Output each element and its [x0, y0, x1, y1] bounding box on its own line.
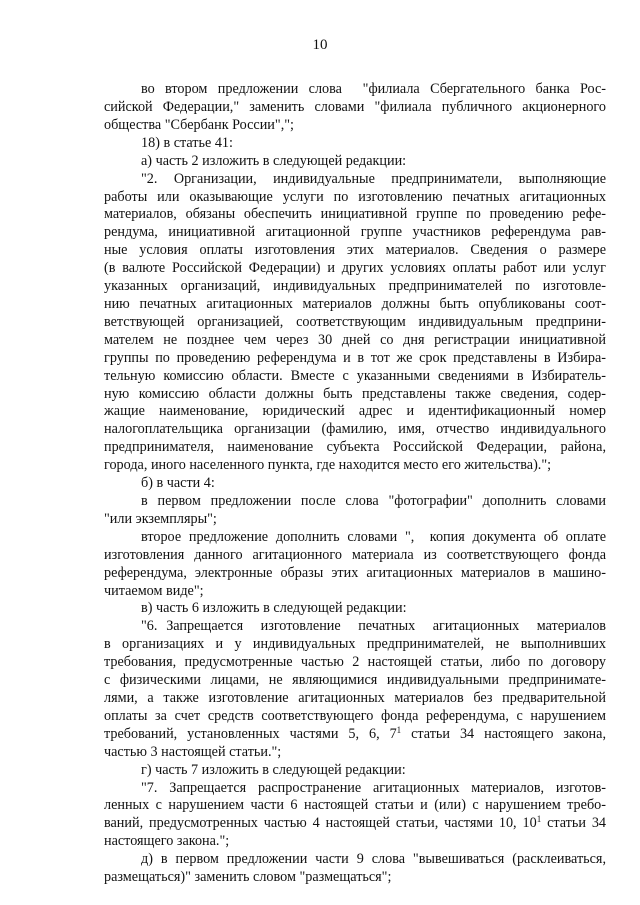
text-line: частью 3 настоящей статьи.";: [104, 743, 282, 760]
text-fragment: статьи 34: [541, 815, 607, 832]
superscript: 1: [396, 724, 402, 735]
text-fragment: статьи 34 настоящего закона,: [401, 725, 606, 742]
text-line: в) часть 6 изложить в следующей редакции:: [141, 600, 407, 617]
text-line: с физическими лицами, не являющимися индивидуальными предпринимате-: [104, 672, 606, 688]
text-line: нию печатных агитационных материалов должны быть опубликованы соот-: [104, 295, 606, 312]
text-line: "или экземпляры";: [104, 510, 217, 527]
text-line: размещаться)" заменить словом "размещаться";: [104, 869, 392, 885]
text-line: ную комиссию области должны быть представлены также сведения, содер-: [104, 385, 606, 402]
text-line: работы или оказывающие услуги по изготовлению печатных агитационных: [104, 188, 606, 205]
text-line: в первом предложении после слова "фотографии" дополнить словами: [141, 492, 606, 509]
text-line: указанных организаций, индивидуальных предпринимателей по изготовле-: [104, 278, 606, 294]
text-line: 18) в статье 41:: [141, 134, 233, 151]
text-line: ветствующей организацией, соответствующим индивидуальным предприни-: [104, 313, 606, 330]
text-line: в организациях и у индивидуальных предпринимателей, не выполнивших: [104, 636, 606, 653]
text-line: б) в части 4:: [141, 475, 215, 491]
text-line: требования, предусмотренные частью 2 настоящей статьи, либо по договору: [104, 654, 606, 671]
text-fragment: требований, установленных частями 5, 6, 7: [104, 725, 397, 742]
text-line: (в валюте Российской Федерации) и других условиях оплаты работ или услуг: [104, 260, 606, 277]
text-line: группы по проведению референдума и в тот же срок представлены в Избира-: [104, 349, 606, 366]
text-line: жащие наименование, юридический адрес и идентификационный номер: [104, 403, 606, 420]
page-number: 10: [312, 37, 328, 53]
text-line: настоящего закона.";: [104, 833, 230, 850]
text-line: предпринимателя, наименование субъекта Российской Федерации, района,: [104, 439, 606, 456]
text-line: тельную комиссию области. Вместе с указанными сведениями в Избиратель-: [104, 367, 606, 384]
text-line: налогоплательщика организации (фамилию, имя, отчество индивидуального: [104, 421, 606, 438]
text-line: рендума, инициативной агитационной группе участников референдума рав-: [104, 224, 606, 241]
text-line: [104, 725, 606, 743]
text-line: во втором предложении слова "филиала Сбергательного банка Рос-: [141, 81, 606, 97]
text-line: г) часть 7 изложить в следующей редакции:: [141, 761, 406, 778]
text-line: а) часть 2 изложить в следующей редакции:: [141, 152, 407, 169]
text-line: лями, а также изготовление агитационных материалов без предварительной: [104, 689, 606, 706]
text-line: второе предложение дополнить словами ", копия документа об оплате: [141, 528, 606, 545]
text-line: сийской Федерации," заменить словами "филиала публичного акционерного: [104, 98, 606, 115]
text-line: изготовления данного агитационного материала из соответствующего фонда: [104, 546, 606, 563]
text-line: "2. Организации, индивидуальные предприниматели, выполняющие: [141, 170, 606, 187]
text-line: города, иного населенного пункта, где находится место его жительства).";: [104, 457, 552, 474]
text-line: ленных с нарушением части 6 настоящей статьи и (или) с нарушением требо-: [104, 797, 606, 814]
superscript: 1: [536, 814, 542, 825]
text-line: материалов, обязаны обеспечить инициативной группе по проведению рефе-: [104, 206, 606, 223]
text-line: читаемом виде";: [104, 582, 204, 599]
text-fragment: ваний, предусмотренных частью 4 настоящей статьи, частями 10, 10: [104, 815, 537, 832]
text-line: д) в первом предложении части 9 слова "вывешиваться (расклеиваться,: [141, 851, 606, 868]
text-line: "6. Запрещается изготовление печатных агитационных материалов: [141, 618, 606, 635]
text-line: "7. Запрещается распространение агитационных материалов, изготов-: [141, 779, 606, 796]
text-line: оплаты за счет средств соответствующего фонда референдума, с нарушением: [104, 707, 606, 724]
text-line: референдума, электронные образы этих агитационных материалов в машино-: [104, 564, 606, 581]
text-line: [104, 814, 606, 832]
text-line: общества "Сбербанк России",";: [104, 116, 294, 133]
text-line: ные условия оплаты изготовления этих материалов. Сведения о размере: [104, 242, 606, 259]
text-line: мателем не позднее чем через 30 дней со дня регистрации инициативной: [104, 331, 606, 348]
